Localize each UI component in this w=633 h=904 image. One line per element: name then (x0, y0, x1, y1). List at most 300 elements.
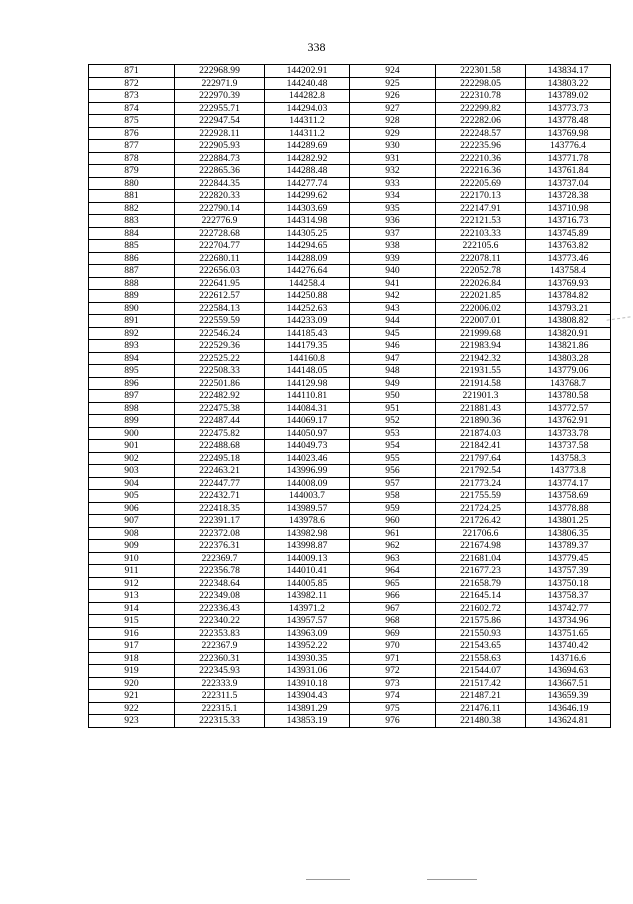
y-coordinate-right-cell: 143793.21 (526, 302, 611, 315)
y-coordinate-right-cell: 143659.39 (526, 690, 611, 703)
y-coordinate-right-cell: 143801.25 (526, 515, 611, 528)
table-row (89, 615, 611, 628)
y-coordinate-left-cell: 143989.57 (265, 502, 350, 515)
y-coordinate-right-cell: 143779.45 (526, 552, 611, 565)
point-number-right-cell: 962 (350, 540, 436, 553)
y-coordinate-left-cell: 144288.48 (265, 165, 350, 178)
point-number-left-cell: 903 (89, 465, 175, 478)
point-number-right-cell: 951 (350, 402, 436, 415)
table-row (89, 65, 611, 78)
x-coordinate-right-cell: 222282.06 (436, 115, 526, 128)
x-coordinate-left-cell: 222905.93 (175, 140, 265, 153)
table-row (89, 102, 611, 115)
y-coordinate-right-cell: 143821.86 (526, 340, 611, 353)
y-coordinate-left-cell: 144129.98 (265, 377, 350, 390)
footer-rule-right (427, 879, 477, 880)
table-row (89, 290, 611, 303)
point-number-left-cell: 904 (89, 477, 175, 490)
point-number-right-cell: 930 (350, 140, 436, 153)
x-coordinate-left-cell: 222790.14 (175, 202, 265, 215)
y-coordinate-left-cell: 144084.31 (265, 402, 350, 415)
x-coordinate-left-cell: 222656.03 (175, 265, 265, 278)
x-coordinate-right-cell: 221480.38 (436, 715, 526, 728)
x-coordinate-right-cell: 221476.11 (436, 702, 526, 715)
y-coordinate-right-cell: 143808.82 (526, 315, 611, 328)
point-number-left-cell: 898 (89, 402, 175, 415)
point-number-right-cell: 938 (350, 240, 436, 253)
point-number-left-cell: 922 (89, 702, 175, 715)
coordinates-table (88, 64, 611, 728)
point-number-right-cell: 950 (350, 390, 436, 403)
x-coordinate-right-cell: 221724.25 (436, 502, 526, 515)
x-coordinate-right-cell: 222235.96 (436, 140, 526, 153)
x-coordinate-right-cell: 221550.93 (436, 627, 526, 640)
point-number-left-cell: 896 (89, 377, 175, 390)
point-number-left-cell: 915 (89, 615, 175, 628)
table-row (89, 440, 611, 453)
table-row (89, 677, 611, 690)
point-number-right-cell: 958 (350, 490, 436, 503)
point-number-left-cell: 882 (89, 202, 175, 215)
point-number-left-cell: 923 (89, 715, 175, 728)
y-coordinate-right-cell: 143737.04 (526, 177, 611, 190)
y-coordinate-left-cell: 144311.2 (265, 127, 350, 140)
x-coordinate-right-cell: 221999.68 (436, 327, 526, 340)
x-coordinate-left-cell: 222704.77 (175, 240, 265, 253)
y-coordinate-left-cell: 143930.35 (265, 652, 350, 665)
y-coordinate-left-cell: 144282.8 (265, 90, 350, 103)
x-coordinate-right-cell: 222103.33 (436, 227, 526, 240)
point-number-right-cell: 926 (350, 90, 436, 103)
x-coordinate-left-cell: 222955.71 (175, 102, 265, 115)
x-coordinate-left-cell: 222311.5 (175, 690, 265, 703)
point-number-left-cell: 886 (89, 252, 175, 265)
x-coordinate-left-cell: 222447.77 (175, 477, 265, 490)
point-number-left-cell: 917 (89, 640, 175, 653)
y-coordinate-right-cell: 143803.22 (526, 77, 611, 90)
table-row (89, 240, 611, 253)
y-coordinate-right-cell: 143780.58 (526, 390, 611, 403)
y-coordinate-left-cell: 144252.63 (265, 302, 350, 315)
table-row (89, 652, 611, 665)
x-coordinate-left-cell: 222968.99 (175, 65, 265, 78)
y-coordinate-right-cell: 143772.57 (526, 402, 611, 415)
table-row (89, 527, 611, 540)
x-coordinate-left-cell: 222525.22 (175, 352, 265, 365)
x-coordinate-right-cell: 221674.98 (436, 540, 526, 553)
x-coordinate-left-cell: 222947.54 (175, 115, 265, 128)
y-coordinate-left-cell: 144294.03 (265, 102, 350, 115)
point-number-left-cell: 879 (89, 165, 175, 178)
x-coordinate-left-cell: 222463.21 (175, 465, 265, 478)
x-coordinate-left-cell: 222928.11 (175, 127, 265, 140)
point-number-left-cell: 892 (89, 327, 175, 340)
table-row (89, 352, 611, 365)
y-coordinate-left-cell: 143931.06 (265, 665, 350, 678)
point-number-left-cell: 906 (89, 502, 175, 515)
point-number-left-cell: 885 (89, 240, 175, 253)
point-number-left-cell: 920 (89, 677, 175, 690)
point-number-left-cell: 912 (89, 577, 175, 590)
table-row (89, 340, 611, 353)
y-coordinate-right-cell: 143758.69 (526, 490, 611, 503)
y-coordinate-right-cell: 143667.51 (526, 677, 611, 690)
x-coordinate-right-cell: 222248.57 (436, 127, 526, 140)
point-number-left-cell: 921 (89, 690, 175, 703)
table-row (89, 202, 611, 215)
table-row (89, 490, 611, 503)
point-number-left-cell: 897 (89, 390, 175, 403)
table-row (89, 452, 611, 465)
x-coordinate-left-cell: 222345.93 (175, 665, 265, 678)
x-coordinate-right-cell: 221881.43 (436, 402, 526, 415)
table-row (89, 427, 611, 440)
table-row (89, 190, 611, 203)
point-number-left-cell: 916 (89, 627, 175, 640)
point-number-right-cell: 957 (350, 477, 436, 490)
x-coordinate-right-cell: 222006.02 (436, 302, 526, 315)
x-coordinate-left-cell: 222353.83 (175, 627, 265, 640)
x-coordinate-left-cell: 222612.57 (175, 290, 265, 303)
point-number-right-cell: 975 (350, 702, 436, 715)
point-number-left-cell: 878 (89, 152, 175, 165)
y-coordinate-right-cell: 143774.17 (526, 477, 611, 490)
point-number-left-cell: 877 (89, 140, 175, 153)
y-coordinate-left-cell: 143910.18 (265, 677, 350, 690)
point-number-right-cell: 936 (350, 215, 436, 228)
point-number-right-cell: 965 (350, 577, 436, 590)
table-row (89, 127, 611, 140)
x-coordinate-right-cell: 222052.78 (436, 265, 526, 278)
y-coordinate-left-cell: 143978.6 (265, 515, 350, 528)
table-row (89, 627, 611, 640)
table-row (89, 640, 611, 653)
table-row (89, 665, 611, 678)
y-coordinate-right-cell: 143763.82 (526, 240, 611, 253)
y-coordinate-left-cell: 143957.57 (265, 615, 350, 628)
y-coordinate-right-cell: 143761.84 (526, 165, 611, 178)
y-coordinate-left-cell: 144023.46 (265, 452, 350, 465)
x-coordinate-right-cell: 221792.54 (436, 465, 526, 478)
y-coordinate-right-cell: 143710.98 (526, 202, 611, 215)
x-coordinate-right-cell: 221942.32 (436, 352, 526, 365)
x-coordinate-right-cell: 221755.59 (436, 490, 526, 503)
x-coordinate-right-cell: 221706.6 (436, 527, 526, 540)
y-coordinate-right-cell: 143773.46 (526, 252, 611, 265)
point-number-right-cell: 925 (350, 77, 436, 90)
y-coordinate-left-cell: 144003.7 (265, 490, 350, 503)
point-number-left-cell: 874 (89, 102, 175, 115)
point-number-right-cell: 929 (350, 127, 436, 140)
x-coordinate-left-cell: 222360.31 (175, 652, 265, 665)
x-coordinate-left-cell: 222508.33 (175, 365, 265, 378)
point-number-left-cell: 900 (89, 427, 175, 440)
x-coordinate-left-cell: 222432.71 (175, 490, 265, 503)
x-coordinate-left-cell: 222482.92 (175, 390, 265, 403)
point-number-right-cell: 970 (350, 640, 436, 653)
x-coordinate-right-cell: 222310.78 (436, 90, 526, 103)
y-coordinate-left-cell: 144288.09 (265, 252, 350, 265)
point-number-left-cell: 880 (89, 177, 175, 190)
point-number-right-cell: 973 (350, 677, 436, 690)
x-coordinate-right-cell: 221890.36 (436, 415, 526, 428)
y-coordinate-right-cell: 143784.82 (526, 290, 611, 303)
y-coordinate-right-cell: 143757.39 (526, 565, 611, 578)
point-number-right-cell: 944 (350, 315, 436, 328)
y-coordinate-left-cell: 144294.65 (265, 240, 350, 253)
table-row (89, 277, 611, 290)
point-number-left-cell: 919 (89, 665, 175, 678)
point-number-left-cell: 875 (89, 115, 175, 128)
point-number-left-cell: 901 (89, 440, 175, 453)
table-row (89, 402, 611, 415)
point-number-right-cell: 942 (350, 290, 436, 303)
point-number-left-cell: 889 (89, 290, 175, 303)
y-coordinate-right-cell: 143773.8 (526, 465, 611, 478)
y-coordinate-right-cell: 143803.28 (526, 352, 611, 365)
point-number-left-cell: 887 (89, 265, 175, 278)
y-coordinate-left-cell: 144005.85 (265, 577, 350, 590)
x-coordinate-right-cell: 221681.04 (436, 552, 526, 565)
x-coordinate-left-cell: 222776.9 (175, 215, 265, 228)
y-coordinate-right-cell: 143771.78 (526, 152, 611, 165)
table-row (89, 177, 611, 190)
y-coordinate-left-cell: 144314.98 (265, 215, 350, 228)
x-coordinate-right-cell: 222026.84 (436, 277, 526, 290)
x-coordinate-left-cell: 222333.9 (175, 677, 265, 690)
x-coordinate-right-cell: 221575.86 (436, 615, 526, 628)
point-number-right-cell: 924 (350, 65, 436, 78)
x-coordinate-right-cell: 221901.3 (436, 390, 526, 403)
x-coordinate-left-cell: 222970.39 (175, 90, 265, 103)
table-row (89, 252, 611, 265)
point-number-right-cell: 946 (350, 340, 436, 353)
table-row (89, 227, 611, 240)
y-coordinate-right-cell: 143758.4 (526, 265, 611, 278)
table-row (89, 552, 611, 565)
x-coordinate-right-cell: 222301.58 (436, 65, 526, 78)
y-coordinate-left-cell: 144050.97 (265, 427, 350, 440)
x-coordinate-left-cell: 222372.08 (175, 527, 265, 540)
point-number-right-cell: 935 (350, 202, 436, 215)
point-number-right-cell: 928 (350, 115, 436, 128)
point-number-right-cell: 945 (350, 327, 436, 340)
x-coordinate-right-cell: 222021.85 (436, 290, 526, 303)
table-row (89, 377, 611, 390)
y-coordinate-left-cell: 143952.22 (265, 640, 350, 653)
point-number-right-cell: 971 (350, 652, 436, 665)
y-coordinate-left-cell: 144008.09 (265, 477, 350, 490)
x-coordinate-right-cell: 221558.63 (436, 652, 526, 665)
table-row (89, 152, 611, 165)
x-coordinate-right-cell: 221914.58 (436, 377, 526, 390)
x-coordinate-right-cell: 221658.79 (436, 577, 526, 590)
point-number-left-cell: 907 (89, 515, 175, 528)
x-coordinate-right-cell: 222147.91 (436, 202, 526, 215)
x-coordinate-left-cell: 222475.82 (175, 427, 265, 440)
point-number-left-cell: 914 (89, 602, 175, 615)
y-coordinate-right-cell: 143773.73 (526, 102, 611, 115)
page-number: 338 (307, 40, 326, 54)
x-coordinate-left-cell: 222315.33 (175, 715, 265, 728)
y-coordinate-left-cell: 144277.74 (265, 177, 350, 190)
point-number-left-cell: 872 (89, 77, 175, 90)
x-coordinate-left-cell: 222559.59 (175, 315, 265, 328)
point-number-left-cell: 899 (89, 415, 175, 428)
x-coordinate-left-cell: 222391.17 (175, 515, 265, 528)
y-coordinate-left-cell: 144299.62 (265, 190, 350, 203)
table-row (89, 702, 611, 715)
x-coordinate-left-cell: 222488.68 (175, 440, 265, 453)
y-coordinate-left-cell: 144202.91 (265, 65, 350, 78)
x-coordinate-left-cell: 222348.64 (175, 577, 265, 590)
y-coordinate-left-cell: 143998.87 (265, 540, 350, 553)
y-coordinate-left-cell: 144250.88 (265, 290, 350, 303)
y-coordinate-right-cell: 143778.48 (526, 115, 611, 128)
table-row (89, 140, 611, 153)
y-coordinate-right-cell: 143733.78 (526, 427, 611, 440)
point-number-left-cell: 894 (89, 352, 175, 365)
y-coordinate-left-cell: 144069.17 (265, 415, 350, 428)
y-coordinate-right-cell: 143624.81 (526, 715, 611, 728)
table-row (89, 477, 611, 490)
x-coordinate-right-cell: 222007.01 (436, 315, 526, 328)
x-coordinate-right-cell: 221487.21 (436, 690, 526, 703)
point-number-right-cell: 927 (350, 102, 436, 115)
y-coordinate-right-cell: 143758.37 (526, 590, 611, 603)
y-coordinate-right-cell: 143769.98 (526, 127, 611, 140)
footer-rule-left (306, 879, 350, 880)
point-number-right-cell: 939 (350, 252, 436, 265)
point-number-left-cell: 910 (89, 552, 175, 565)
y-coordinate-right-cell: 143779.06 (526, 365, 611, 378)
table-row (89, 215, 611, 228)
y-coordinate-left-cell: 144009.13 (265, 552, 350, 565)
x-coordinate-right-cell: 222298.05 (436, 77, 526, 90)
x-coordinate-right-cell: 222105.6 (436, 240, 526, 253)
y-coordinate-left-cell: 143904.43 (265, 690, 350, 703)
x-coordinate-left-cell: 222349.08 (175, 590, 265, 603)
y-coordinate-left-cell: 144305.25 (265, 227, 350, 240)
y-coordinate-left-cell: 143963.09 (265, 627, 350, 640)
table-row (89, 90, 611, 103)
point-number-left-cell: 891 (89, 315, 175, 328)
point-number-left-cell: 911 (89, 565, 175, 578)
point-number-right-cell: 953 (350, 427, 436, 440)
point-number-right-cell: 943 (350, 302, 436, 315)
y-coordinate-right-cell: 143716.73 (526, 215, 611, 228)
y-coordinate-left-cell: 144303.69 (265, 202, 350, 215)
x-coordinate-left-cell: 222376.31 (175, 540, 265, 553)
y-coordinate-right-cell: 143745.89 (526, 227, 611, 240)
x-coordinate-right-cell: 221544.07 (436, 665, 526, 678)
y-coordinate-left-cell: 143853.19 (265, 715, 350, 728)
point-number-right-cell: 948 (350, 365, 436, 378)
table-row (89, 690, 611, 703)
coordinates-table-body (89, 65, 611, 728)
point-number-left-cell: 876 (89, 127, 175, 140)
point-number-right-cell: 968 (350, 615, 436, 628)
y-coordinate-left-cell: 144160.8 (265, 352, 350, 365)
table-row (89, 602, 611, 615)
x-coordinate-right-cell: 221602.72 (436, 602, 526, 615)
x-coordinate-left-cell: 222680.11 (175, 252, 265, 265)
x-coordinate-left-cell: 222641.95 (175, 277, 265, 290)
x-coordinate-right-cell: 221842.41 (436, 440, 526, 453)
table-row (89, 315, 611, 328)
y-coordinate-right-cell: 143806.35 (526, 527, 611, 540)
x-coordinate-right-cell: 221645.14 (436, 590, 526, 603)
y-coordinate-right-cell: 143758.3 (526, 452, 611, 465)
table-row (89, 265, 611, 278)
x-coordinate-left-cell: 222475.38 (175, 402, 265, 415)
y-coordinate-left-cell: 143971.2 (265, 602, 350, 615)
x-coordinate-left-cell: 222501.86 (175, 377, 265, 390)
y-coordinate-right-cell: 143820.91 (526, 327, 611, 340)
point-number-left-cell: 908 (89, 527, 175, 540)
point-number-left-cell: 884 (89, 227, 175, 240)
point-number-right-cell: 956 (350, 465, 436, 478)
y-coordinate-right-cell: 143716.6 (526, 652, 611, 665)
y-coordinate-right-cell: 143769.93 (526, 277, 611, 290)
x-coordinate-right-cell: 222205.69 (436, 177, 526, 190)
y-coordinate-left-cell: 143996.99 (265, 465, 350, 478)
y-coordinate-left-cell: 144233.09 (265, 315, 350, 328)
table-row (89, 415, 611, 428)
x-coordinate-left-cell: 222529.36 (175, 340, 265, 353)
x-coordinate-right-cell: 221874.03 (436, 427, 526, 440)
y-coordinate-left-cell: 144289.69 (265, 140, 350, 153)
y-coordinate-right-cell: 143789.37 (526, 540, 611, 553)
x-coordinate-left-cell: 222865.36 (175, 165, 265, 178)
y-coordinate-left-cell: 144240.48 (265, 77, 350, 90)
x-coordinate-right-cell: 222078.11 (436, 252, 526, 265)
point-number-right-cell: 966 (350, 590, 436, 603)
y-coordinate-left-cell: 144282.92 (265, 152, 350, 165)
y-coordinate-right-cell: 143737.58 (526, 440, 611, 453)
table-row (89, 465, 611, 478)
x-coordinate-right-cell: 221931.55 (436, 365, 526, 378)
point-number-left-cell: 913 (89, 590, 175, 603)
table-row (89, 77, 611, 90)
x-coordinate-right-cell: 222299.82 (436, 102, 526, 115)
point-number-right-cell: 974 (350, 690, 436, 703)
x-coordinate-left-cell: 222820.33 (175, 190, 265, 203)
y-coordinate-left-cell: 144311.2 (265, 115, 350, 128)
table-row (89, 590, 611, 603)
point-number-left-cell: 888 (89, 277, 175, 290)
point-number-right-cell: 949 (350, 377, 436, 390)
table-row (89, 390, 611, 403)
point-number-left-cell: 918 (89, 652, 175, 665)
y-coordinate-right-cell: 143728.38 (526, 190, 611, 203)
table-row (89, 715, 611, 728)
y-coordinate-left-cell: 144148.05 (265, 365, 350, 378)
x-coordinate-left-cell: 222546.24 (175, 327, 265, 340)
point-number-right-cell: 959 (350, 502, 436, 515)
x-coordinate-left-cell: 222356.78 (175, 565, 265, 578)
table-row (89, 502, 611, 515)
y-coordinate-right-cell: 143762.91 (526, 415, 611, 428)
x-coordinate-left-cell: 222418.35 (175, 502, 265, 515)
point-number-right-cell: 964 (350, 565, 436, 578)
point-number-right-cell: 940 (350, 265, 436, 278)
x-coordinate-left-cell: 222584.13 (175, 302, 265, 315)
table-row (89, 565, 611, 578)
x-coordinate-right-cell: 221543.65 (436, 640, 526, 653)
point-number-right-cell: 955 (350, 452, 436, 465)
y-coordinate-left-cell: 143891.29 (265, 702, 350, 715)
